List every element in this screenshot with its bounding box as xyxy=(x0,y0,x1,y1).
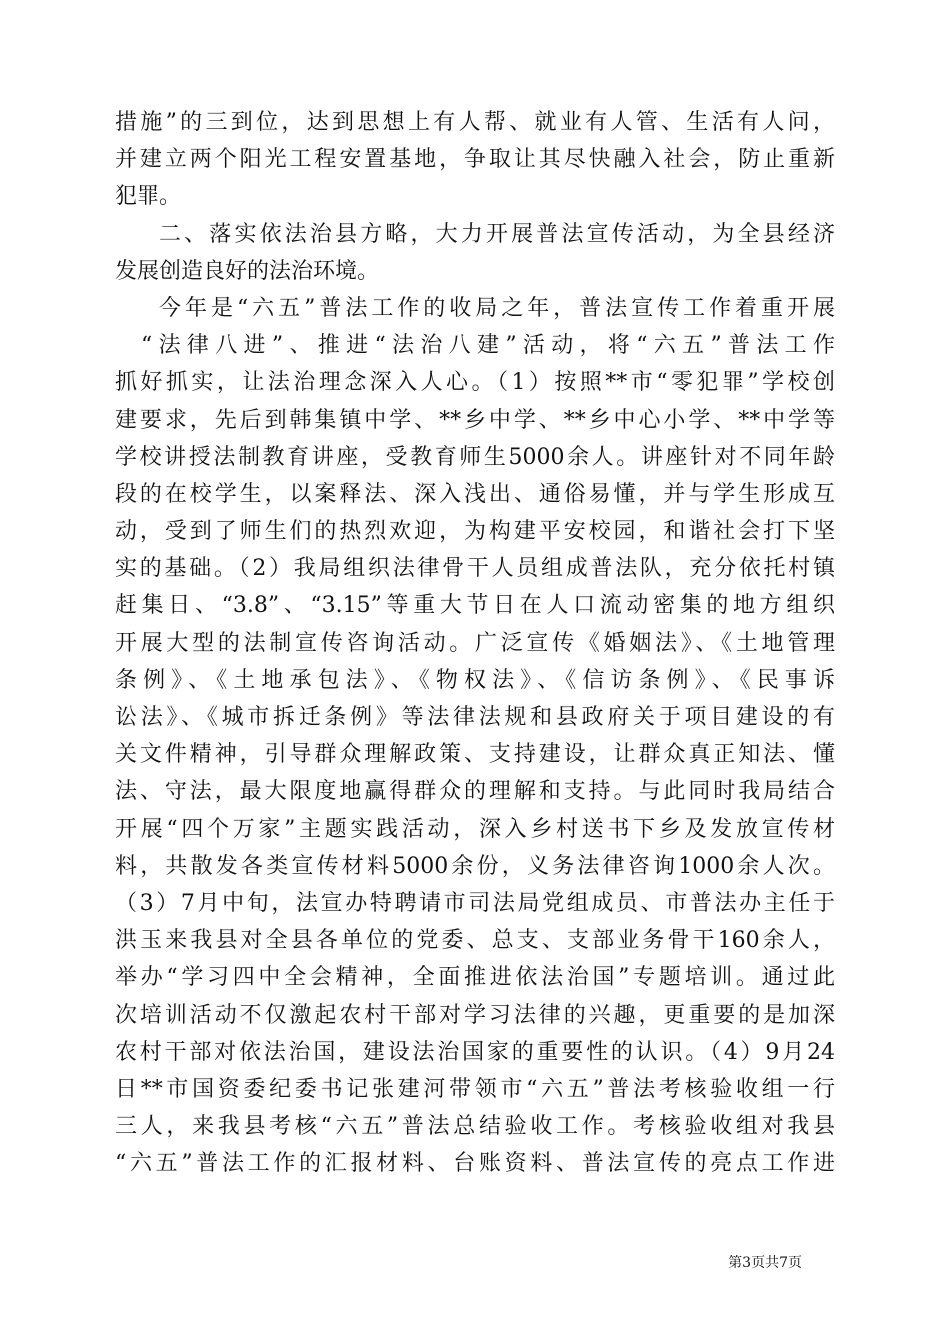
text-line: 开展大型的法制宣传咨询活动。广泛宣传《婚姻法》、《土地管理 xyxy=(115,630,835,656)
text-line: 今年是“六五”普法工作的收局之年，普法宣传工作着重开展 xyxy=(159,295,835,321)
text-line: 洪玉来我县对全县各单位的党委、总支、支部业务骨干160余人， xyxy=(115,928,835,954)
text-line: 并建立两个阳光工程安置基地，争取让其尽快融入社会，防止重新 xyxy=(115,147,835,173)
body-text xyxy=(115,104,835,1182)
text-line: 三人，来我县考核“六五”普法总结验收工作。考核验收组对我县 xyxy=(115,1114,835,1140)
text-line: 次培训活动不仅激起农村干部对学习法律的兴趣，更重要的是加深 xyxy=(115,1002,835,1028)
text-line: （3）7月中旬，法宣办特聘请市司法局党组成员、市普法办主任于 xyxy=(115,890,835,916)
text-line: “法律八进”、推进“法治八建”活动，将“六五”普法工作 xyxy=(141,333,835,359)
text-line: 实的基础。（2）我局组织法律骨干人员组成普法队，充分依托村镇 xyxy=(115,556,835,582)
section-heading-line: 发展创造良好的法治环境。 xyxy=(115,258,380,284)
section-heading-line: 二、落实依法治县方略，大力开展普法宣传活动，为全县经济 xyxy=(159,221,835,247)
text-line: 日**市国资委纪委书记张建河带领市“六五”普法考核验收组一行 xyxy=(115,1076,835,1102)
text-line: 举办“学习四中全会精神，全面推进依法治国”专题培训。通过此 xyxy=(115,965,835,991)
text-line: 段的在校学生，以案释法、深入浅出、通俗易懂，并与学生形成互 xyxy=(115,481,835,507)
text-line: 料，共散发各类宣传材料5000余份，义务法律咨询1000余人次。 xyxy=(115,853,835,879)
text-line: 措施”的三到位，达到思想上有人帮、就业有人管、生活有人问， xyxy=(115,110,835,135)
text-line: 动，受到了师生们的热烈欢迎，为构建平安校园，和谐社会打下坚 xyxy=(115,519,835,545)
text-line: 犯罪。 xyxy=(115,184,182,210)
text-line: 关文件精神，引导群众理解政策、支持建设，让群众真正知法、懂 xyxy=(115,742,835,768)
text-line: 法、守法，最大限度地赢得群众的理解和支持。与此同时我局结合 xyxy=(115,779,835,805)
text-line: “六五”普法工作的汇报材料、台账资料、普法宣传的亮点工作进 xyxy=(115,1151,835,1177)
text-line: 抓好抓实，让法治理念深入人心。（1）按照**市“零犯罪”学校创 xyxy=(115,370,835,396)
text-line: 讼法》、《城市拆迁条例》等法律法规和县政府关于项目建设的有 xyxy=(115,705,835,730)
page-number: 第3页共7页 xyxy=(728,1255,802,1271)
text-line: 建要求，先后到韩集镇中学、**乡中学、**乡中心小学、**中学等 xyxy=(115,407,835,433)
text-line: 开展“四个万家”主题实践活动，深入乡村送书下乡及发放宣传材 xyxy=(115,816,835,842)
text-line: 条例》、《土地承包法》、《物权法》、《信访条例》、《民事诉 xyxy=(115,667,835,693)
text-line: 农村干部对依法治国，建设法治国家的重要性的认识。（4）9月24 xyxy=(115,1039,835,1065)
text-line: 赶集日、“3.8”、“3.15”等重大节日在人口流动密集的地方组织 xyxy=(115,593,835,619)
text-line: 学校讲授法制教育讲座，受教育师生5000余人。讲座针对不同年龄 xyxy=(115,444,835,470)
